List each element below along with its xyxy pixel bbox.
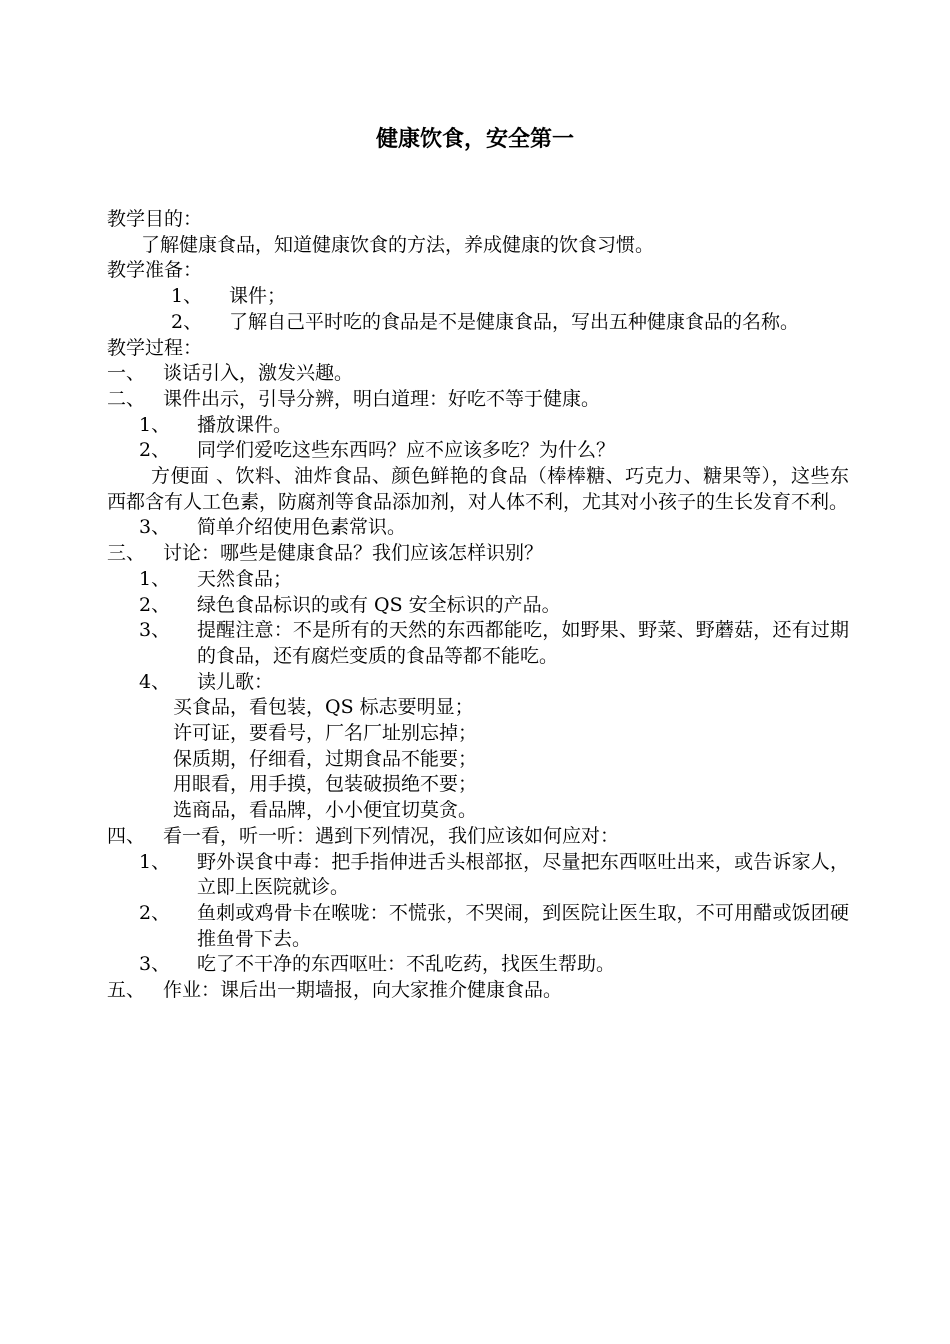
list-number: 1、 [139,850,171,873]
section-number: 四、 [107,824,146,847]
list-text: 鱼刺或鸡骨卡在喉咙：不慌张，不哭闹，到医院让医生取，不可用醋或饭团硬推鱼骨下去。 [197,901,849,950]
section-number: 三、 [107,542,146,565]
list-text: 野外误食中毒：把手指伸进舌头根部抠，尽量把东西呕吐出来，或告诉家人，立即上医院就诊。 [197,850,849,899]
list-item [107,515,849,541]
section-text: 谈话引入，激发兴趣。 [163,362,354,385]
list-text: 吃了不干净的东西呕吐：不乱吃药，找医生帮助。 [197,953,616,976]
list-number: 3、 [139,619,171,642]
section-five [107,978,849,1004]
prep-item [107,310,849,336]
list-item [107,567,849,593]
list-number: 1、 [171,285,203,308]
poem-line: 用眼看，用手摸，包装破损绝不要； [173,773,478,796]
list-number: 2、 [139,593,171,616]
prep-heading: 教学准备： [107,259,203,282]
poem-line: 选商品，看品牌，小小便宜切莫贪。 [173,799,478,822]
prep-item [107,284,849,310]
section-three [107,541,849,567]
section-one [107,361,849,387]
list-text: 绿色食品标识的或有 QS 安全标识的产品。 [197,593,561,616]
poem-line: 保质期，仔细看，过期食品不能要； [173,747,478,770]
list-item [107,670,849,696]
list-number: 4、 [139,670,171,693]
poem-line: 许可证，要看号，厂名厂址别忘掉； [173,722,478,745]
document-body [107,207,849,1004]
list-text: 天然食品； [197,567,293,590]
list-item [107,438,849,464]
list-number: 2、 [139,901,171,924]
list-item [107,593,849,619]
list-number: 3、 [139,953,171,976]
section-text: 看一看，听一听：遇到下列情况，我们应该如何应对： [163,824,620,847]
list-item [107,413,849,439]
list-text: 了解自己平时吃的食品是不是健康食品，写出五种健康食品的名称。 [229,310,800,333]
list-number: 2、 [139,439,171,462]
list-item [107,850,849,901]
list-number: 1、 [139,413,171,436]
list-item [107,618,849,669]
section-number: 一、 [107,362,146,385]
objective-text: 了解健康食品，知道健康饮食的方法，养成健康的饮食习惯。 [141,233,655,256]
list-number: 1、 [139,567,171,590]
list-number: 3、 [139,516,171,539]
list-item [107,952,849,978]
list-text: 播放课件。 [197,413,293,436]
list-text: 同学们爱吃这些东西吗？应不应该多吃？为什么？ [197,439,616,462]
process-heading: 教学过程： [107,336,203,359]
list-item [107,901,849,952]
list-number: 2、 [171,310,203,333]
list-text: 简单介绍使用色素常识。 [197,516,407,539]
section-text: 课件出示，引导分辨，明白道理：好吃不等于健康。 [163,387,601,410]
list-text: 读儿歌： [197,670,274,693]
objective-heading: 教学目的： [107,208,203,230]
section-text: 作业：课后出一期墙报，向大家推介健康食品。 [163,979,563,1002]
section-four [107,824,849,850]
document-title: 健康饮食，安全第一 [375,126,574,152]
list-text: 课件； [229,285,287,308]
section-number: 五、 [107,979,146,1002]
explanation-paragraph: 方便面 、饮料、油炸食品、颜色鲜艳的食品（棒棒糖、巧克力、糖果等），这些东西都含有人工色素，防腐剂等食品添加剂，对人体不利，尤其对小孩子的生长发育不利。 [107,465,849,513]
poem-line: 买食品，看包装，QS 标志要明显； [173,696,474,719]
list-text: 提醒注意：不是所有的天然的东西都能吃，如野果、野菜、野蘑菇，还有过期的食品，还有腐烂变质的食品等都不能吃。 [197,619,849,667]
section-two [107,387,849,413]
section-text: 讨论：哪些是健康食品？我们应该怎样识别？ [163,542,544,565]
section-number: 二、 [107,387,146,410]
